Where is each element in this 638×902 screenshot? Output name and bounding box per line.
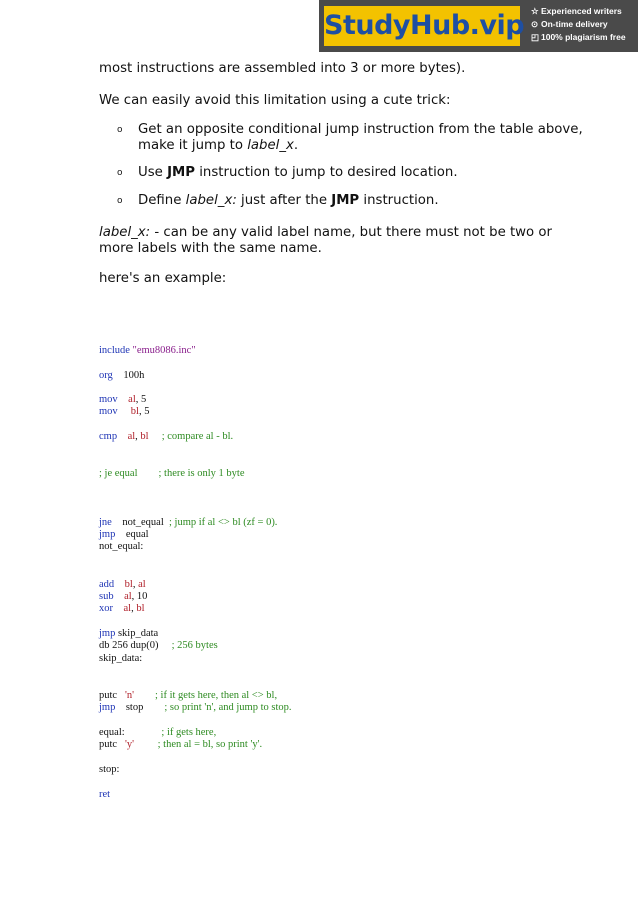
comment: ; if gets here, <box>124 727 217 738</box>
paragraph-trick-intro: We can easily avoid this limitation using a cute trick: <box>99 93 451 108</box>
jmp-keyword: JMP <box>167 165 196 180</box>
code-line-not-equal-label <box>99 541 143 554</box>
keyword: cmp <box>99 431 118 442</box>
paragraph-bytes: most instructions are assembled into 3 or more bytes). <box>99 61 466 76</box>
separator: , <box>135 431 141 442</box>
value: equal <box>115 529 149 540</box>
keyword: jne <box>99 517 112 528</box>
label-ref: label_x <box>247 138 294 153</box>
keyword: jmp <box>99 529 116 540</box>
keyword: xor <box>99 603 113 614</box>
paragraph-example-intro: here's an example: <box>99 271 227 286</box>
feature-on-time-delivery <box>531 18 635 31</box>
register: bl <box>117 406 139 417</box>
code-line-sub <box>99 591 147 604</box>
comment: ; 256 bytes <box>158 640 218 651</box>
text: instruction. <box>359 193 439 208</box>
keyword: mov <box>99 394 118 405</box>
feature-label: 100% plagiarism free <box>541 32 626 42</box>
text: - can be any valid label name, but there must not be two or more labels with the same name. <box>99 225 553 256</box>
comment: ; jump if al <> bl (zf = 0). <box>163 517 278 528</box>
code-line-mov-al <box>99 394 146 407</box>
label: skip_data: <box>99 653 143 664</box>
feature-label: Experienced writers <box>541 6 622 16</box>
string: 'n' <box>117 690 134 701</box>
code-line-jne <box>99 517 277 530</box>
separator: , <box>131 603 137 614</box>
label: not_equal: <box>99 541 144 552</box>
code-line-mov-bl <box>99 406 149 419</box>
code-line-include <box>99 345 196 358</box>
keyword: sub <box>99 591 114 602</box>
keyword: mov <box>99 406 118 417</box>
comment: ; compare al - bl. <box>148 431 234 442</box>
feature-label: On-time delivery <box>541 19 608 29</box>
label-ref: label_x: <box>99 225 151 240</box>
jmp-keyword: JMP <box>331 193 360 208</box>
clock-icon: ⊙ <box>531 19 539 29</box>
text: Get an opposite conditional jump instruction from the table above, make it jump to <box>138 122 583 153</box>
string: 'y' <box>117 739 134 750</box>
studyhub-logo: StudyHub.vip <box>324 6 520 46</box>
register: bl <box>136 603 145 614</box>
code-line-jmp-stop <box>99 702 292 715</box>
code-line-stop-label <box>99 764 119 777</box>
keyword: include <box>99 345 133 356</box>
code-line-putc-n <box>99 690 277 703</box>
banner-features <box>531 5 635 44</box>
value: skip_data <box>115 628 159 639</box>
value: not_equal <box>111 517 164 528</box>
text: Use <box>138 165 168 180</box>
bullet-icon: o <box>117 168 123 178</box>
register: bl <box>114 579 133 590</box>
value: , 5 <box>135 394 147 405</box>
bullet-icon: o <box>117 125 123 135</box>
register: al <box>113 591 132 602</box>
comment: ; so print 'n', and jump to stop. <box>143 702 292 713</box>
code-line-equal-label <box>99 727 216 740</box>
code-line-putc-y <box>99 739 262 752</box>
register: bl <box>140 431 149 442</box>
keyword: jmp <box>99 702 116 713</box>
value: 100h <box>112 370 145 381</box>
text: . <box>293 138 299 153</box>
code-line-skip-label <box>99 653 142 666</box>
keyword: putc <box>99 739 118 750</box>
register: al <box>117 394 136 405</box>
bullet-icon: o <box>117 196 123 206</box>
code-line-org <box>99 370 144 383</box>
label: equal: <box>99 727 125 738</box>
list-item-use-jmp <box>138 165 588 181</box>
label-ref: label_x: <box>185 193 237 208</box>
keyword: add <box>99 579 115 590</box>
register: al <box>113 603 132 614</box>
paragraph-label-rules <box>99 225 589 257</box>
keyword: ret <box>99 789 111 800</box>
star-icon: ☆ <box>531 6 539 16</box>
code-line-xor <box>99 603 145 616</box>
list-item-define-label <box>138 193 588 209</box>
keyword: jmp <box>99 628 116 639</box>
value: , 10 <box>131 591 148 602</box>
comment: ; je equal ; there is only 1 byte <box>99 468 245 479</box>
value: db 256 dup(0) <box>99 640 159 651</box>
code-line-cmp <box>99 431 233 444</box>
keyword: org <box>99 370 113 381</box>
text: just after the <box>236 193 332 208</box>
feature-experienced-writers <box>531 5 635 18</box>
separator: , <box>132 579 139 590</box>
register: al <box>117 431 136 442</box>
code-line-jmp-skip <box>99 628 158 641</box>
comment: ; if it gets here, then al <> bl, <box>134 690 278 701</box>
text: instruction to jump to desired location. <box>195 165 458 180</box>
value: stop <box>115 702 144 713</box>
feature-plagiarism-free <box>531 31 635 44</box>
text: Define <box>138 193 186 208</box>
code-line-ret <box>99 789 110 802</box>
list-item-opposite-jump <box>138 122 588 154</box>
comment: ; then al = bl, so print 'y'. <box>134 739 263 750</box>
code-line-db <box>99 640 218 653</box>
label: stop: <box>99 764 120 775</box>
code-line-je-comment <box>99 468 245 481</box>
value: , 5 <box>138 406 150 417</box>
document-icon: ◰ <box>531 32 540 42</box>
code-line-jmp-equal <box>99 529 149 542</box>
register: al <box>138 579 146 590</box>
keyword: putc <box>99 690 118 701</box>
studyhub-banner[interactable] <box>319 0 638 52</box>
string: "emu8086.inc" <box>132 345 196 356</box>
code-line-add <box>99 579 146 592</box>
